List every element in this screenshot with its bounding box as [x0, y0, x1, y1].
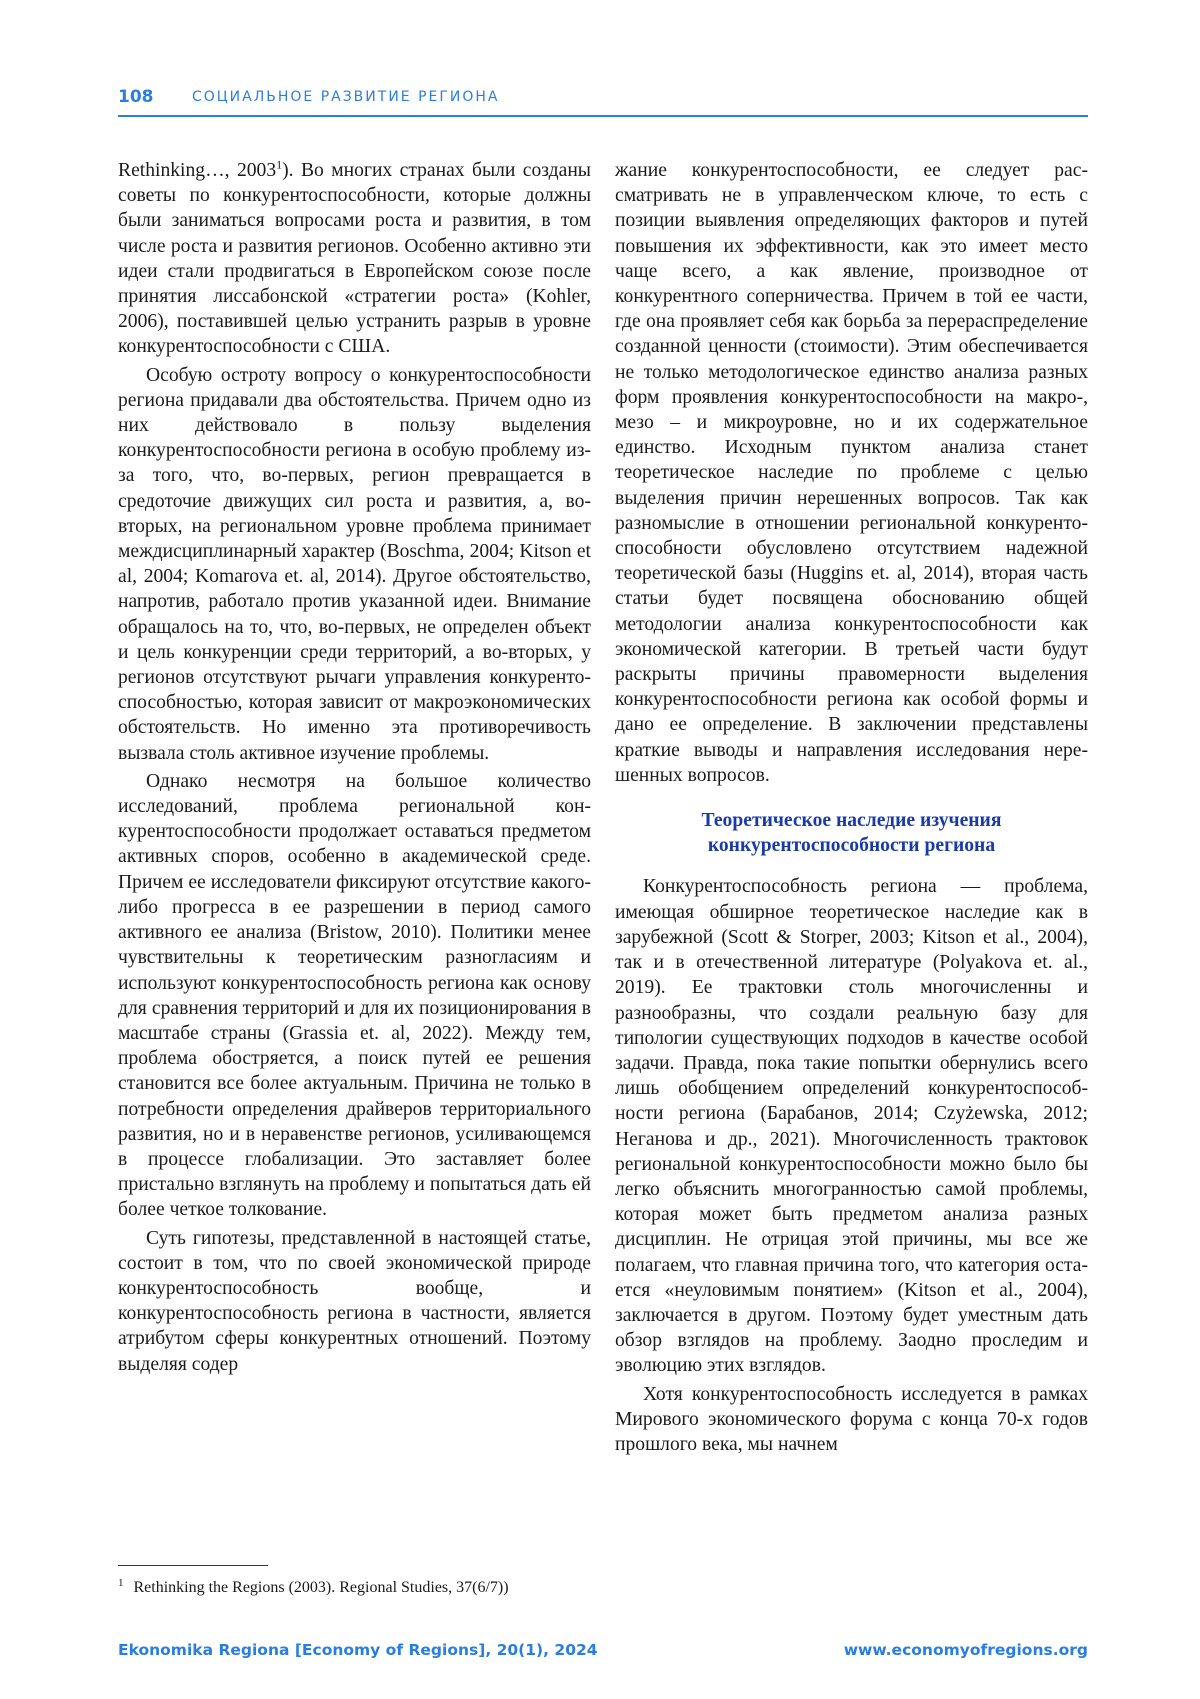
paragraph	[118, 158, 591, 360]
paragraph: Хотя конкурентоспособность исследуется в рамках Мирового экономического форума с конца 70-х годов прошлого века, мы начнем	[615, 1383, 1088, 1455]
header-divider	[118, 115, 1088, 117]
website-link[interactable]: www.economyofregions.org	[843, 1641, 1088, 1659]
paragraph: жание конкурентоспособности, ее следует рассматривать не в управленческом ключе, то есть с позиции выявления определяющих факторов и путей повышения их эффективности, как это имеет место чаще всего, а как явление, производное от конкурентного соперничества. Причем в той ее части, где она проявляет себя как борьба за перераспределение созданной ценности (стоимости). Этим обеспечивается не только методологическое единство анализа разных форм проявления конкурентоспособности на макро-, мезо – и микроуровне, но и их содержательное единство. Исходным пунктом анализа станет теоретическое наследие по проблеме с целью выделения причин нерешенных вопросов. Так как разномыслие в отношении региональной конкурентоспособности обусловлено отсутствием надежной теоретической базы (Huggins et. al, 2014), вторая часть статьи будет посвящена обоснованию общей методологии анализа конкурентоспособности как экономической категории. В третьей части будут раскрыты причины правомерности выделения конкурентоспособности региона как особой формы и дано ее определение. В заключении представлены краткие выводы и направления исследования нерешенных вопросов.	[615, 160, 1088, 786]
paragraph: Суть гипотезы, представленной в настоящей статье, состоит в том, что по своей экономической природе конкурентоспособность вообще, и конкурентоспособность региона в частности, является атрибутом сферы конкурентных отношений. Поэтому выделяя содер	[118, 1227, 591, 1375]
section-heading-line: конкурентоспособности региона	[707, 835, 996, 857]
paragraph: Особую остроту вопросу о конкурентоспособности региона придавали два обстоятельства. Причем одно из них действовало в пользу выделения конкурентоспособности региона в особую проблему из-за того, что, во-первых, регион превращается в средоточие движущих сил роста и развития, а, во-вторых, на региональном уровне проблема принимает междисциплинарный характер (Boschma, 2004; Kitson et al, 2004; Komarova et. al, 2014). Другое обстоятельство, напротив, работало против указанной идеи. Внимание обращалось на то, что, во-первых, не определен объект и цель конкуренции среди территорий, а во-вторых, у регионов отсутствуют рычаги управления конкурентоспособностью, которая зависит от макроэкономических обстоятельств. Но именно эта противоречивость вызвала столь активное изучение проблемы.	[118, 364, 591, 764]
paragraph-start: Rethinking…, 2003	[118, 160, 277, 181]
right-column	[615, 158, 1088, 1457]
page-footer	[118, 1641, 1088, 1667]
footnote-reference[interactable]: 1	[276, 157, 283, 172]
paragraph: Конкурентоспособность региона — проблема, имеющая обширное теоретическое наследие как в зарубежной (Scott & Storper, 2003; Kitson et al., 2004), так и в отечественной литературе (Polyakova et. al., 2019). Ее трактовки столь многочисленны и разнообразны, что создали реальную базу для типологии существующих подходов в качестве особой задачи. Правда, пока такие попытки обернулись всего лишь обобщением определений конкурентоспособности региона (Барабанов, 2014; Czyżewska, 2012; Неганова и др., 2021). Многочисленность трактовок региональной конкурентоспособности можно было бы легко объяснить многогранностью самой проблемы, которая может быть предметом анализа разных дисциплин. Не отрицая этой причины, мы все же полагаем, что главная причина того, что категория остается «неуловимым понятием» (Kitson et al., 2004), заключается в другом. Поэтому будет уместным дать обзор взглядов на проблему. Заодно проследим и эволюцию этих взглядов.	[615, 876, 1088, 1377]
footnote	[118, 1578, 598, 1598]
page-header	[118, 84, 1088, 116]
section-heading	[615, 808, 1088, 858]
footnote-text: Rethinking the Regions (2003). Regional Studies, 37(6/7))	[133, 1579, 509, 1596]
journal-reference: Ekonomika Regiona [Economy of Regions], 20(1), 2024	[118, 1641, 598, 1659]
paragraph-rest: ). Во многих странах были созданы советы по конкурентоспособности, которые должны были заниматься вопросами роста и развития, в том числе роста и развития регионов. Особенно активно эти идеи стали продвигаться в Европейском союзе после принятия лиссабонской «стратегии роста» (Kohler, 2006), поставившей целью устранить разрыв в уровне конкурентоспособности с США.	[118, 160, 591, 358]
footnote-divider	[118, 1565, 268, 1566]
paragraph: Однако несмотря на большое количество исследований, проблема региональной конкурентоспособности продолжает оставаться предметом активных споров, особенно в академической среде. Причем ее исследователи фиксируют отсутствие какого-либо прогресса в ее разрешении в период самого активного ее анализа (Bristow, 2010). Политики менее чувствительны к теоретическим разногласиям и используют конкурентоспособность региона как основу для сравнения территорий и для их позиционирования в масштабе страны (Grassia et. al, 2022). Между тем, проблема обостряется, а поиск путей ее решения становится все более актуальным. Причина не только в потребности определения драйверов территориального развития, но и в неравенстве регионов, усиливающемся в процессе глобализации. Это заставляет более пристально взглянуть на проблему и попытаться дать ей более четкое толкование.	[118, 770, 591, 1221]
section-heading-line: Теоретическое наследие изучения	[701, 810, 1002, 832]
footnote-mark: 1	[118, 1576, 124, 1589]
page-number: 108	[118, 87, 154, 107]
section-title: СОЦИАЛЬНОЕ РАЗВИТИЕ РЕГИОНА	[192, 89, 500, 105]
left-column	[118, 158, 591, 1377]
